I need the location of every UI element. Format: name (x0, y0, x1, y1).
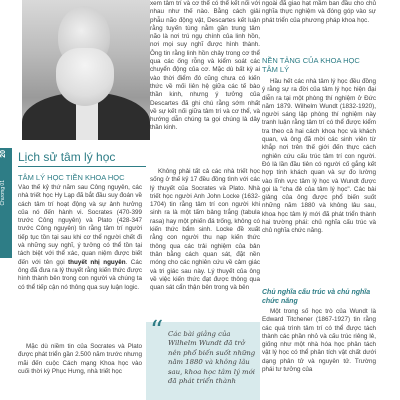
col1-paragraph-2: Mặc dù niềm tin của Socrates và Plato được phát triển gần 2.500 năm trước nhưng mãi đến cuộc Cách mạng Khoa học vào cuối thời kỳ Phục Hưng, nhà triết học (18, 343, 142, 375)
section-title: Lịch sử tâm lý học (18, 150, 116, 164)
col2-paragraph-2: Không phải tất cả các nhà triết học sống ở thế kỷ 17 đều đồng tình với các lý thuyết của Socrates và Plato. Nhà triết học người Anh John Locke (1632-1704) tin rằng tâm trí con người khi sinh ra là một tấm bảng trắng (tabula rasa) hay một phiến đá trống, không có kiến thức bẩm sinh. Locke đề xuất rằng con người thu nạp kiến thức thông qua các trải nghiệm của bản thân bằng cách quan sát, đặt nền móng cho các nghiên cứu về cảm giác và tri giác sau này. Lý thuyết của ông về việc kiến thức đạt được thông qua quan sát cẩn thận bên trong và bên (150, 168, 260, 292)
chapter-label: Chương 01 (0, 180, 6, 206)
section-title-underline (18, 166, 146, 167)
portrait-photo (22, 0, 150, 140)
photo-beard (56, 48, 114, 106)
col1-paragraph-1: Vào thế kỷ thứ năm sau Công nguyên, các nhà triết học Hy Lạp đã bắt đầu suy đoán về cách tâm trí hoạt động và sự ảnh hưởng của nó đến hành vi. Socrates (470-399 trước Công nguyên) và Plato (428-347 trước Công nguyên) tin rằng tâm trí người tiếp tục tồn tại sau khi cơ thể người chết đi và những suy nghĩ, ý tưởng có thể tồn tại tách biệt với thể xác, quan niệm được biết đến với tên gọi thuyết nhị nguyên. Các ông đã đưa ra lý thuyết rằng kiến thức được hình thành bên trong con người và chúng ta có thể tiếp cận nó thông qua suy luận logic. (18, 184, 142, 291)
col3-paragraph-2: Hầu hết các nhà tâm lý học đều đồng ý rằng sự ra đời của tâm lý học hiện đại diễn ra tại một phòng thí nghiệm ở Đức năm 1879. Wilhelm Wundt (1832-1920), người sáng lập phòng thí nghiệm này tranh luận rằng tâm trí có thể được kiểm tra theo cả hai cách khoa học và khách quan, và ông đã mời các sinh viên từ khắp nơi trên thế giới đến thực cách nghiên cứu cấu trúc tâm trí con người. Đó là lần đầu tiên có người cố gắng kết hợp tính khách quan và sự đo lường vào lĩnh vực tâm lý học và Wundt được gọi là "cha đẻ của tâm lý học". Các bài giảng của ông được phổ biến suốt những năm 1880 và không lâu sau, khoa học tâm lý mới đã phát triển thành hai trường phái: chủ nghĩa cấu trúc và chủ nghĩa chức năng. (262, 78, 376, 235)
subheading-prescientific: TÂM LÝ HỌC TIỀN KHOA HỌC (18, 173, 125, 182)
col2-paragraph-1: xem tâm trí và cơ thể có thể kết nối với nhau như thế nào. Bằng cách giải phẫu não động vật, Descartes kết luận rằng tuyến tùng nằm gần trung tâm não là nơi trú ngụ chính của linh hồn, nơi mọi suy nghĩ được hình thành. Ông tin rằng linh hồn chảy trong cơ thể qua các ống rỗng và kiểm soát các chuyển động của cơ. Mặc dù bất kỳ ai vào thời điểm đó cũng chưa có kiến thức về mối liên hệ giữa các tế bào thần kinh, nhưng ý tưởng của Descartes đã ghi chú rằng sớm nhất về sự kết nối giữa tâm trí và cơ thể, và hướng dẫn chúng ta gọi chúng là dây thần kinh. (150, 0, 260, 132)
col3-paragraph-1: ngoài đã giao hạt mầm ban đầu cho chủ nghĩa thực nghiệm và đóng góp vào sự phát triển của phương pháp khoa học. (262, 0, 376, 24)
pull-quote-text: Các bài giảng của Wilhelm Wundt đã trở nên phổ biến suốt những năm 1880 và không lâu sau, khoa học tâm lý mới đã phát triển thành (168, 330, 256, 386)
subheading-foundations: NỀN TẢNG CỦA KHOA HỌC TÂM LÝ (262, 56, 360, 74)
quote-mark-icon: “ (150, 316, 164, 346)
dualism-term: thuyết nhị nguyên (68, 258, 126, 266)
subheading-structuralism: Chủ nghĩa cấu trúc và chủ nghĩa chức năng (262, 289, 371, 305)
page-number: 20 (0, 150, 7, 158)
col3-paragraph-3: Một trong số học trò của Wundt là Edward Titchener (1867-1927) tin rằng các quá trình tâm trí có thể được tách thành các phần nhỏ và cấu trúc riêng lẻ, giống như một nhà hóa học phân tách vật lý học có thể phân tích vật chất dưới dạng phân tử và nguyên tử. Trường phái tư tưởng của (262, 308, 376, 374)
chapter-sidebar (0, 148, 12, 258)
